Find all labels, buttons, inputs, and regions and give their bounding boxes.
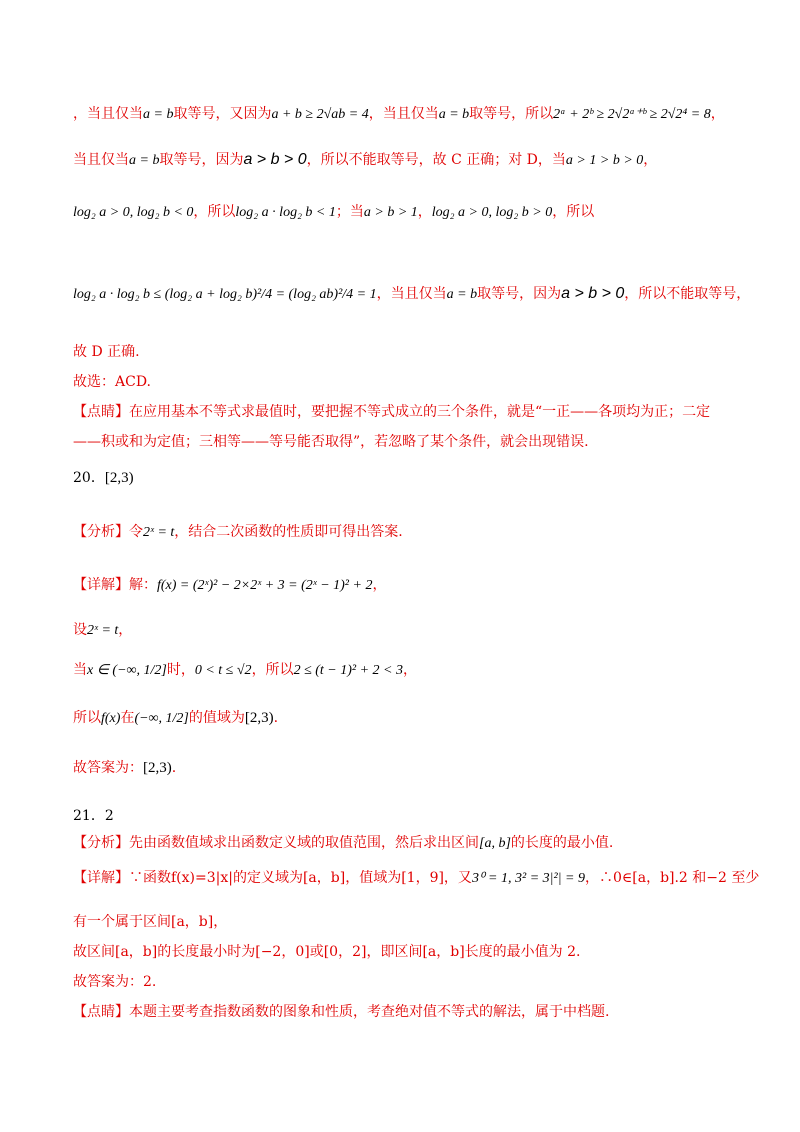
math-expression: a = b xyxy=(438,107,470,122)
text-line xyxy=(73,1002,609,1022)
text-segment: 【详解】解： xyxy=(73,577,157,593)
text-segment: 在 xyxy=(120,710,135,726)
text-segment: 故 D 正确. xyxy=(73,344,140,360)
text-segment: 【分析】先由函数值域求出函数定义域的取值范围，然后求出区间 xyxy=(73,835,479,851)
math-expression: [a, b] xyxy=(479,836,511,851)
text-segment: 有一个属于区间[a，b]， xyxy=(73,914,228,930)
math-expression: 2 ≤ (t − 1)² + 2 < 3 xyxy=(293,663,403,678)
text-segment: ，所以 xyxy=(193,204,236,220)
text-segment: ，所以 xyxy=(251,662,294,678)
math-expression: log₂ a > 0, log₂ b > 0 xyxy=(431,205,553,220)
text-segment: 的值域为 xyxy=(188,710,245,726)
text-segment: 取等号，又因为 xyxy=(173,106,272,122)
text-segment: ；当 xyxy=(335,204,364,220)
math-expression: x ∈ (−∞, 1/2] xyxy=(87,663,167,678)
text-line xyxy=(73,342,140,362)
text-segment: ，当且仅当 xyxy=(368,106,439,122)
text-segment: 时， xyxy=(166,662,195,678)
text-segment: 取等号，所以 xyxy=(469,106,554,122)
math-expression: a > 1 > b > 0 xyxy=(565,153,644,168)
math-expression: a + b ≥ 2√ab = 4 xyxy=(271,107,369,122)
text-segment: 【详解】∵函数f(x)=3|x|的定义域为[a，b]，值域为[1，9]，又 xyxy=(73,870,472,886)
math-expression: 2ˣ = t xyxy=(143,525,175,540)
math-expression: [2,3) xyxy=(104,470,134,486)
text-line xyxy=(73,372,151,392)
text-segment: 设 xyxy=(73,622,87,638)
text-line xyxy=(73,104,725,125)
text-segment: ，所以不能取等号，故 C 正确；对 D，当 xyxy=(306,152,566,168)
math-expression: a > b > 1 xyxy=(363,205,418,220)
text-segment: ——积或和为定值；三相等——等号能否取得”，若忽略了某个条件，就会出现错误. xyxy=(73,434,589,450)
text-line xyxy=(73,284,750,305)
text-segment: ，当且仅当 xyxy=(376,286,447,302)
text-segment: 所以 xyxy=(73,710,101,726)
math-expression: [2,3) xyxy=(143,760,172,776)
math-expression: f(x) = (2ˣ)² − 2×2ˣ + 3 = (2ˣ − 1)² + 2 xyxy=(157,578,373,593)
text-segment: ， xyxy=(118,622,133,638)
text-line xyxy=(73,806,114,826)
text-segment: 故选：ACD. xyxy=(73,374,151,390)
text-line xyxy=(73,708,278,729)
text-line xyxy=(73,942,580,962)
text-segment: 【分析】令 xyxy=(73,524,143,540)
math-expression: log₂ a · log₂ b < 1 xyxy=(235,205,336,220)
math-expression: a = b xyxy=(129,153,160,168)
text-segment: 取等号，因为 xyxy=(159,152,244,168)
text-segment: 20． xyxy=(73,470,105,486)
text-segment: ，当且仅当 xyxy=(73,106,143,122)
text-segment: 故区间[a，b]的长度最小时为[−2，0]或[0，2]，即区间[a，b]长度的最小值为 2. xyxy=(73,944,581,960)
text-line xyxy=(73,620,132,641)
math-expression: a > b > 0 xyxy=(561,285,625,302)
text-line xyxy=(73,432,589,452)
text-segment: 21．2 xyxy=(73,808,114,824)
text-segment: 故答案为： xyxy=(73,760,143,776)
text-line xyxy=(73,758,176,778)
text-line xyxy=(73,972,156,992)
text-segment: ，∴0∈[a，b].2 和−2 至少 xyxy=(584,870,760,886)
text-segment: ，所以 xyxy=(552,204,595,220)
math-expression: 2ᵃ + 2ᵇ ≥ 2√2ᵃ⁺ᵇ ≥ 2√2⁴ = 8 xyxy=(553,107,711,122)
text-line xyxy=(73,912,227,932)
text-line xyxy=(73,868,759,889)
text-segment: ， xyxy=(403,662,417,678)
math-expression: [2,3) xyxy=(244,710,274,726)
text-line xyxy=(73,150,657,171)
text-line xyxy=(73,575,386,596)
text-segment: 【点睛】本题主要考查指数函数的图象和性质，考查绝对值不等式的解法，属于中档题. xyxy=(73,1004,610,1020)
text-line xyxy=(73,468,134,488)
math-expression: (−∞, 1/2] xyxy=(134,711,189,726)
math-expression: a > b > 0 xyxy=(243,151,307,168)
text-segment: 当且仅当 xyxy=(73,152,129,168)
text-segment: ， xyxy=(643,152,658,168)
text-line xyxy=(73,402,710,422)
text-segment: 当 xyxy=(73,662,87,678)
text-segment: ， xyxy=(372,577,387,593)
math-expression: 0 < t ≤ √2 xyxy=(194,663,252,678)
text-segment: ， xyxy=(417,204,432,220)
text-segment: ，结合二次函数的性质即可得出答案. xyxy=(174,524,403,540)
text-line xyxy=(73,660,417,681)
math-expression: 2ˣ = t xyxy=(87,623,119,638)
text-segment: 故答案为：2. xyxy=(73,974,157,990)
math-expression: log₂ a > 0, log₂ b < 0 xyxy=(73,205,194,220)
text-line xyxy=(73,202,594,223)
text-segment: . xyxy=(273,710,279,726)
math-expression: f(x) xyxy=(101,711,121,726)
text-segment: ， xyxy=(710,106,725,122)
text-segment: ，所以不能取等号， xyxy=(624,286,751,302)
math-expression: a = b xyxy=(143,107,174,122)
text-line xyxy=(73,833,613,854)
text-segment: 的长度的最小值. xyxy=(510,835,614,851)
math-expression: 3⁰ = 1, 3² = 3|²| = 9 xyxy=(471,871,585,886)
text-segment: . xyxy=(171,760,177,776)
text-line xyxy=(73,522,403,543)
text-segment: 【点睛】在应用基本不等式求最值时，要把握不等式成立的三个条件，就是“一正——各项均为正；二定 xyxy=(73,404,711,420)
math-expression: a = b xyxy=(446,287,478,302)
text-segment: 取等号，因为 xyxy=(477,286,562,302)
math-expression: log₂ a · log₂ b ≤ (log₂ a + log₂ b)²/4 = (log₂ ab)²/4 = 1 xyxy=(73,287,377,302)
